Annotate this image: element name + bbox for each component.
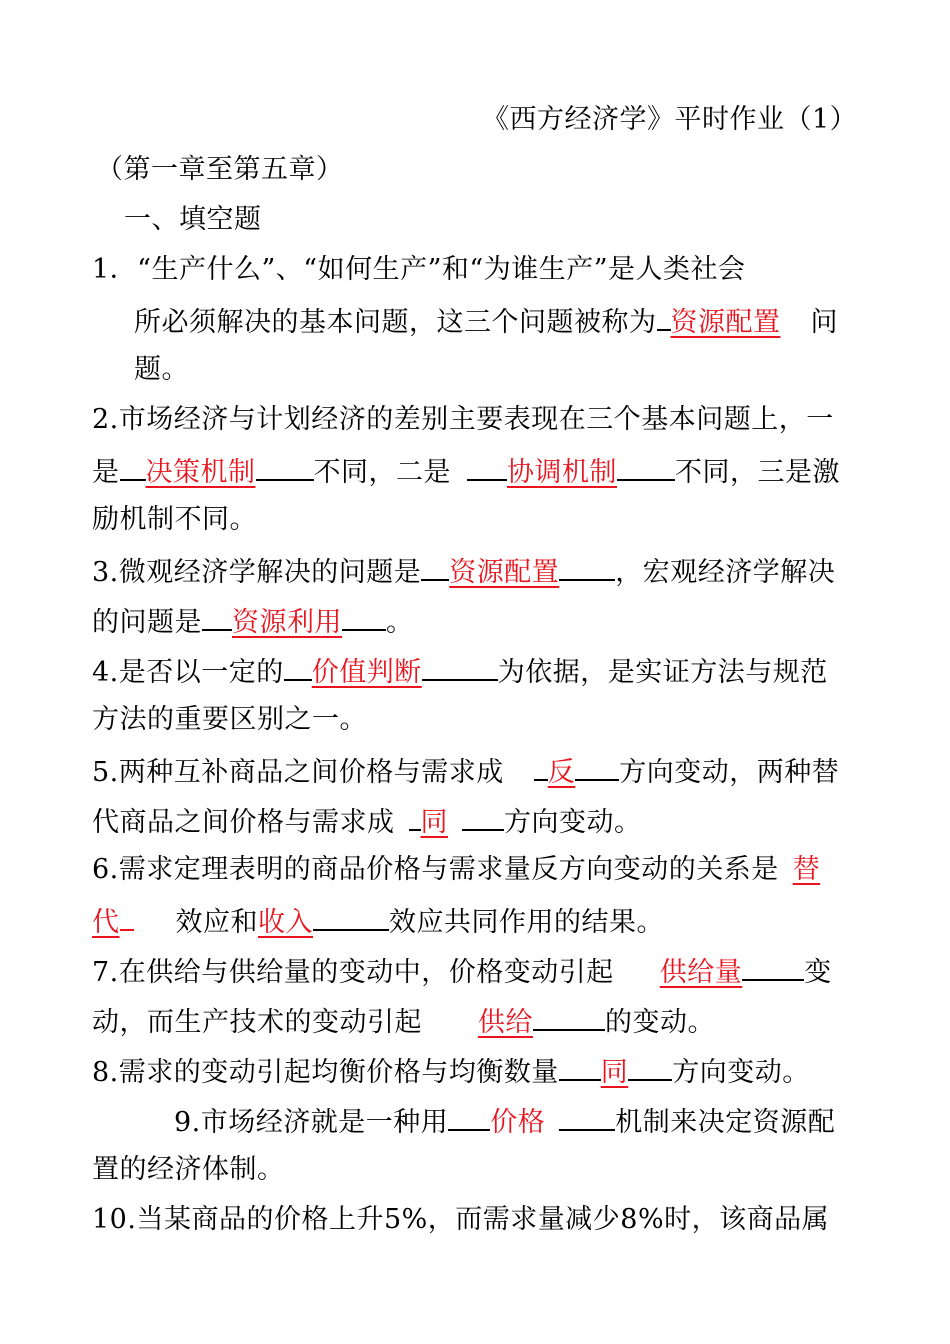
q9-line2: 置的经济体制。 (92, 1154, 285, 1185)
q3-text-b: ，宏观经济学解决 (615, 557, 836, 588)
q4-line1 (92, 653, 828, 690)
q3-line2 (92, 603, 414, 640)
blank (534, 753, 548, 781)
q5-line2 (92, 803, 642, 840)
q4-line2: 方法的重要区别之一。 (92, 704, 367, 735)
q7-line1 (92, 953, 832, 990)
q7-line2 (92, 1003, 715, 1040)
q6-text-a: 6.需求定理表明的商品价格与需求量反方向变动的关系是 (92, 854, 779, 885)
blank (202, 603, 232, 631)
section-heading: 一、填空题 (124, 204, 262, 235)
blank (617, 453, 675, 481)
q8-line1 (92, 1053, 810, 1090)
q6-line2 (92, 903, 664, 940)
q7-text-c: 动，而生产技术的变动引起 (92, 1007, 422, 1038)
blank (448, 1103, 490, 1131)
q1-answer-1: 资源配置 (670, 307, 781, 338)
q3-answer-1: 资源配置 (449, 557, 560, 588)
q5-text-c: 代商品之间价格与需求成 (92, 807, 395, 838)
blank (462, 803, 504, 831)
blank (575, 753, 619, 781)
q2-line3: 励机制不同。 (92, 504, 257, 535)
q6-line1 (92, 853, 820, 887)
q2-text-a: 是 (92, 457, 120, 488)
q5-text-a: 5.两种互补商品之间价格与需求成 (92, 757, 504, 788)
blank (742, 953, 804, 981)
q3-answer-2: 资源利用 (232, 607, 342, 638)
q8-text-a: 8.需求的变动引起均衡价格与均衡数量 (92, 1057, 559, 1088)
q7-answer-2: 供给 (478, 1007, 533, 1038)
q6-answer-1a: 替 (792, 854, 821, 885)
chapter-range: （第一章至第五章） (96, 154, 344, 185)
q6-text-b: 效应和 (175, 907, 258, 938)
q5-text-b: 方向变动，两种替 (619, 757, 840, 788)
q2-answer-1: 决策机制 (145, 457, 256, 488)
q8-answer-1: 同 (600, 1057, 629, 1088)
blank (559, 1103, 615, 1131)
q7-text-b: 变 (804, 957, 832, 988)
q2-answer-2: 协调机制 (507, 457, 617, 488)
q1-text-a: 所必须解决的基本问题，这三个问题被称为 (134, 307, 657, 338)
q1-line3: 题。 (134, 354, 189, 385)
q9-answer-1: 价格 (490, 1107, 546, 1138)
q6-text-c: 效应共同作用的结果。 (389, 907, 664, 938)
q5-answer-2: 同 (420, 807, 448, 838)
q3-text-d: 。 (386, 607, 414, 638)
q6-answer-1b: 代 (92, 907, 120, 938)
blank (559, 553, 615, 581)
q1-line1: 1．“生产什么”、“如何生产”和“为谁生产”是人类社会 (92, 254, 746, 285)
q9-text-b: 机制来决定资源配 (615, 1107, 836, 1138)
q10-line1: 10.当某商品的价格上升5%，而需求量减少8%时，该商品属 (92, 1204, 830, 1235)
q1-line2 (134, 303, 838, 340)
blank (313, 903, 389, 931)
q2-text-b: 不同，二是 (313, 457, 451, 488)
q2-line1: 2.市场经济与计划经济的差别主要表现在三个基本问题上，一 (92, 404, 834, 435)
blank (657, 303, 671, 331)
blank (421, 553, 449, 581)
q4-text-a: 4.是否以一定的 (92, 657, 284, 688)
blank (284, 653, 312, 681)
q2-text-c: 不同，三是激 (675, 457, 840, 488)
blank (120, 903, 134, 931)
document-title: 《西方经济学》平时作业（1） (482, 104, 858, 135)
q3-text-a: 3.微观经济学解决的问题是 (92, 557, 422, 588)
q5-line1 (92, 753, 839, 790)
q6-answer-2: 收入 (258, 907, 313, 938)
blank (342, 603, 386, 631)
q1-text-b: 问 (810, 307, 838, 338)
q4-text-b: 为依据，是实证方法与规范 (497, 657, 828, 688)
q2-line2 (92, 453, 840, 490)
q3-text-c: 的问题是 (92, 607, 202, 638)
blank (422, 653, 498, 681)
blank (467, 453, 507, 481)
q5-text-d: 方向变动。 (504, 807, 642, 838)
blank (533, 1003, 605, 1031)
q5-answer-1: 反 (547, 757, 576, 788)
blank (559, 1053, 601, 1081)
blank (628, 1053, 672, 1081)
q7-text-d: 的变动。 (605, 1007, 715, 1038)
blank (409, 803, 421, 831)
q9-text-a: 9.市场经济就是一种用 (174, 1107, 449, 1138)
q4-answer-1: 价值判断 (311, 657, 422, 688)
q3-line1 (92, 553, 835, 590)
q8-text-b: 方向变动。 (672, 1057, 810, 1088)
q9-line1 (174, 1103, 835, 1140)
q7-text-a: 7.在供给与供给量的变动中，价格变动引起 (92, 957, 614, 988)
blank (120, 453, 146, 481)
blank (256, 453, 314, 481)
q7-answer-1: 供给量 (659, 957, 743, 988)
